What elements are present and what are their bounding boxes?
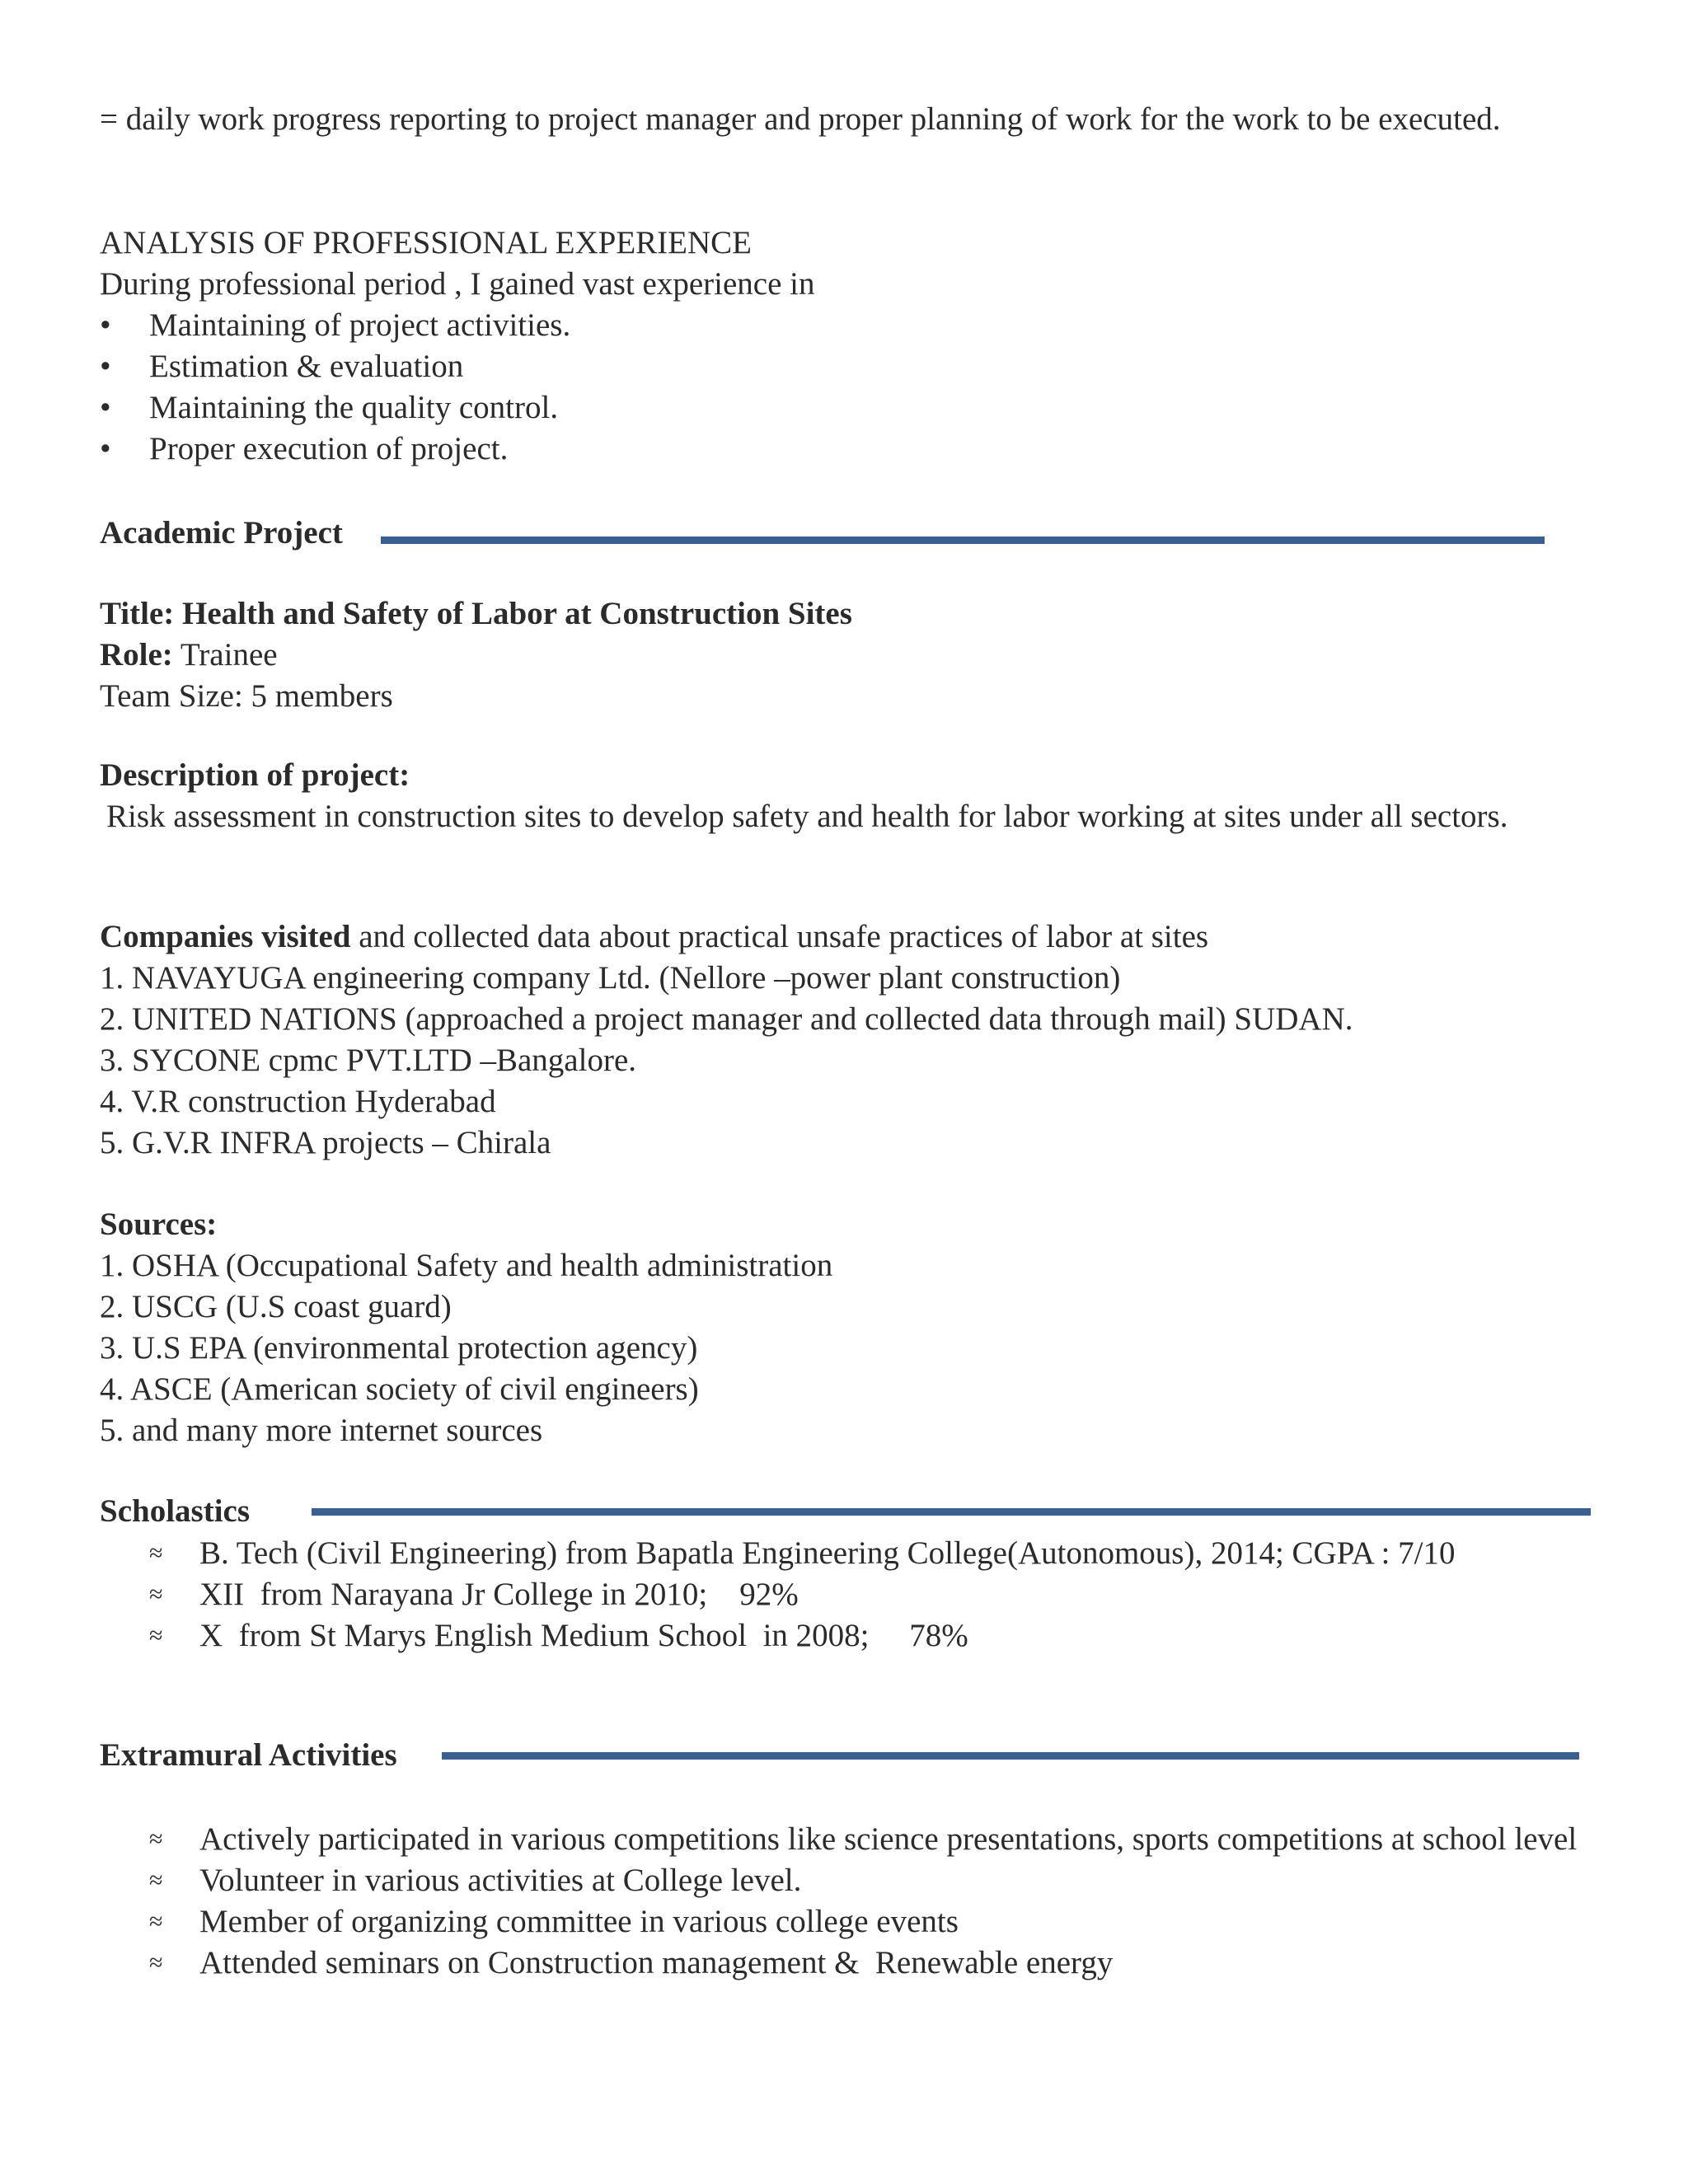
list-item: 1. OSHA (Occupational Safety and health administration <box>100 1248 833 1283</box>
list-item: 1. NAVAYUGA engineering company Ltd. (Nellore –power plant construction) <box>100 960 1121 996</box>
list-item: • Maintaining of project activities. <box>100 305 1592 346</box>
description-heading: Description of project: <box>100 757 410 793</box>
analysis-list <box>100 305 1592 470</box>
approx-bullet-icon: ≈ <box>149 1622 163 1649</box>
scholastics-heading: Scholastics <box>100 1493 251 1529</box>
analysis-lead: During professional period , I gained vast experience in <box>100 266 815 302</box>
list-item: 5. G.V.R INFRA projects – Chirala <box>100 1125 551 1160</box>
approx-bullet-icon: ≈ <box>149 1908 163 1935</box>
list-item: • Estimation & evaluation <box>100 346 1592 387</box>
bullet-icon: • <box>100 390 111 425</box>
bullet-icon: • <box>100 431 111 466</box>
scholastics-heading-row <box>100 1491 250 1532</box>
list-item: ≈ X from St Marys English Medium School in 2008; 78% <box>100 1615 1592 1657</box>
intro-text: = daily work progress reporting to project manager and proper planning of work for the work to be executed. <box>100 101 1501 137</box>
scholastics-list <box>100 1533 1592 1657</box>
list-item: 5. and many more internet sources <box>100 1413 543 1448</box>
bullet-icon: • <box>100 349 111 384</box>
sources-heading: Sources: <box>100 1207 218 1242</box>
list-item: ≈ Actively participated in various competitions like science presentations, sports competitions at school level <box>100 1819 1592 1860</box>
list-item: 4. V.R construction Hyderabad <box>100 1084 496 1119</box>
extramural-heading-row <box>100 1735 397 1776</box>
companies-section <box>100 916 1592 1164</box>
list-item: ≈ Volunteer in various activities at College level. <box>100 1860 1592 1901</box>
extramural-divider <box>442 1752 1579 1760</box>
approx-bullet-icon: ≈ <box>149 1581 163 1608</box>
extramural-section <box>100 1819 1592 1984</box>
approx-bullet-icon: ≈ <box>149 1825 163 1853</box>
companies-lead: Companies visited and collected data about practical unsafe practices of labor at sites <box>100 919 1209 954</box>
list-item: ≈ Member of organizing committee in various college events <box>100 1901 1592 1943</box>
list-item: • Maintaining the quality control. <box>100 387 1592 429</box>
analysis-heading: ANALYSIS OF PROFESSIONAL EXPERIENCE <box>100 225 752 260</box>
academic-heading: Academic Project <box>100 515 343 551</box>
list-item: ≈ B. Tech (Civil Engineering) from Bapatla Engineering College(Autonomous), 2014; CGPA : 7/10 <box>100 1533 1592 1574</box>
project-description <box>100 755 1592 837</box>
academic-divider <box>381 537 1545 544</box>
description-text: Risk assessment in construction sites to develop safety and health for labor working at sites under all sectors. <box>106 799 1508 834</box>
list-item: ≈ Attended seminars on Construction management & Renewable energy <box>100 1943 1592 1984</box>
scholastics-divider <box>312 1508 1591 1516</box>
scholastics-section <box>100 1533 1592 1657</box>
extramural-list <box>100 1819 1592 1984</box>
list-item: 2. UNITED NATIONS (approached a project manager and collected data through mail) SUDAN. <box>100 1001 1353 1037</box>
academic-details <box>100 593 1592 717</box>
project-role: Role: Trainee <box>100 637 278 673</box>
list-item: 4. ASCE (American society of civil engineers) <box>100 1371 699 1407</box>
list-item: ≈ XII from Narayana Jr College in 2010; 92% <box>100 1574 1592 1615</box>
analysis-section <box>100 223 1592 470</box>
bullet-icon: • <box>100 307 111 343</box>
intro-paragraph <box>100 99 1592 140</box>
list-item: 3. U.S EPA (environmental protection agency) <box>100 1330 698 1366</box>
academic-heading-row <box>100 513 343 554</box>
list-item: 2. USCG (U.S coast guard) <box>100 1289 452 1324</box>
list-item: 3. SYCONE cpmc PVT.LTD –Bangalore. <box>100 1043 637 1078</box>
team-size: Team Size: 5 members <box>100 678 393 714</box>
sources-section <box>100 1204 1592 1451</box>
project-title: Title: Health and Safety of Labor at Construction Sites <box>100 596 852 631</box>
list-item: • Proper execution of project. <box>100 429 1592 470</box>
approx-bullet-icon: ≈ <box>149 1540 163 1567</box>
extramural-heading: Extramural Activities <box>100 1737 397 1773</box>
approx-bullet-icon: ≈ <box>149 1867 163 1894</box>
approx-bullet-icon: ≈ <box>149 1949 163 1976</box>
